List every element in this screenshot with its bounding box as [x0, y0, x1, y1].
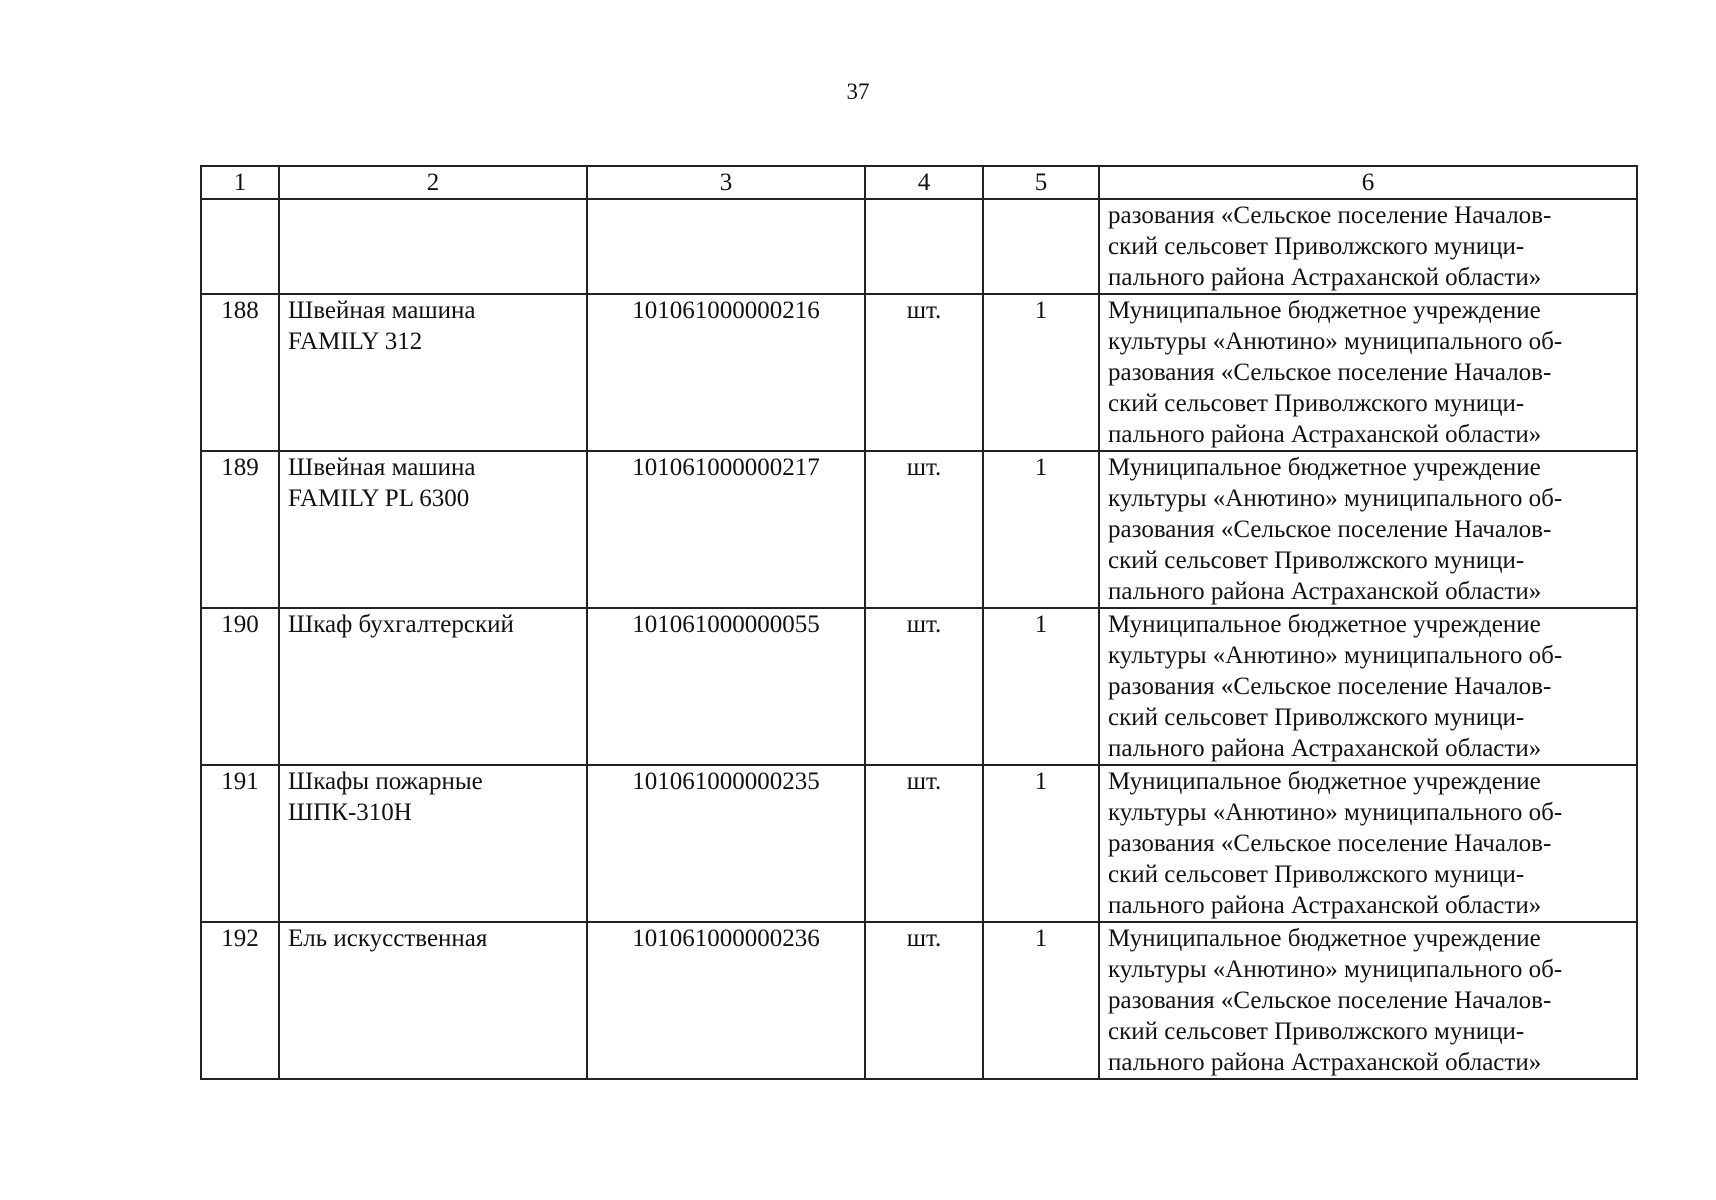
organization-line: пального района Астраханской области»: [1108, 578, 1542, 605]
organization-line: Муниципальное бюджетное учреждение: [1108, 297, 1541, 324]
item-name-line: ШПК-310Н: [288, 799, 412, 826]
organization-line: ский сельсовет Приволжского муници-: [1108, 390, 1525, 417]
inventory-code-cell: 101061000000055: [587, 608, 865, 765]
column-header: 5: [983, 166, 1099, 199]
organization-line: разования «Сельское поселение Началов-: [1108, 830, 1552, 857]
item-name-cell: [279, 294, 587, 451]
item-name-line: FAMILY PL 6300: [288, 485, 470, 512]
organization-line: пального района Астраханской области»: [1108, 735, 1542, 762]
organization-cell: [1099, 608, 1637, 765]
item-name-line: Ель искусственная: [288, 925, 488, 952]
organization-cell: [1099, 451, 1637, 608]
quantity-cell: 1: [983, 922, 1099, 1079]
organization-line: пального района Астраханской области»: [1108, 264, 1542, 291]
organization-line: Муниципальное бюджетное учреждение: [1108, 925, 1541, 952]
organization-cell: [1099, 922, 1637, 1079]
row-number-cell: 190: [201, 608, 279, 765]
item-name-cell: [279, 608, 587, 765]
organization-line: культуры «Анютино» муниципального об-: [1108, 642, 1563, 669]
item-name-cell: [279, 199, 587, 294]
quantity-cell: 1: [983, 608, 1099, 765]
item-name-line: Шкаф бухгалтерский: [288, 611, 514, 638]
column-header: 2: [279, 166, 587, 199]
unit-cell: шт.: [865, 608, 983, 765]
item-name-cell: [279, 922, 587, 1079]
column-header: 1: [201, 166, 279, 199]
inventory-code-cell: 101061000000235: [587, 765, 865, 922]
column-header: 6: [1099, 166, 1637, 199]
organization-cell: [1099, 199, 1637, 294]
organization-line: разования «Сельское поселение Началов-: [1108, 987, 1552, 1014]
inventory-code-cell: 101061000000217: [587, 451, 865, 608]
item-name-line: FAMILY 312: [288, 328, 423, 355]
page-number: 37: [846, 79, 870, 104]
unit-cell: шт.: [865, 294, 983, 451]
table-row: [201, 451, 1637, 608]
inventory-code-cell: [587, 199, 865, 294]
unit-cell: [865, 199, 983, 294]
organization-line: ский сельсовет Приволжского муници-: [1108, 861, 1525, 888]
inventory-code-cell: 101061000000236: [587, 922, 865, 1079]
inventory-code-cell: 101061000000216: [587, 294, 865, 451]
organization-line: разования «Сельское поселение Началов-: [1108, 202, 1552, 229]
table-header-row: [201, 166, 1637, 199]
row-number-cell: 192: [201, 922, 279, 1079]
organization-line: ский сельсовет Приволжского муници-: [1108, 233, 1525, 260]
row-number-cell: [201, 199, 279, 294]
property-table: [200, 165, 1638, 1080]
table-row: [201, 294, 1637, 451]
table-row: [201, 922, 1637, 1079]
item-name-cell: [279, 451, 587, 608]
quantity-cell: 1: [983, 451, 1099, 608]
organization-line: разования «Сельское поселение Началов-: [1108, 359, 1552, 386]
organization-line: Муниципальное бюджетное учреждение: [1108, 768, 1541, 795]
organization-line: пального района Астраханской области»: [1108, 421, 1542, 448]
organization-line: Муниципальное бюджетное учреждение: [1108, 454, 1541, 481]
organization-line: ский сельсовет Приволжского муници-: [1108, 704, 1525, 731]
organization-cell: [1099, 765, 1637, 922]
organization-line: культуры «Анютино» муниципального об-: [1108, 328, 1563, 355]
quantity-cell: 1: [983, 765, 1099, 922]
continuation-row: [201, 199, 1637, 294]
item-name-line: Шкафы пожарные: [288, 768, 483, 795]
organization-line: культуры «Анютино» муниципального об-: [1108, 485, 1563, 512]
organization-cell: [1099, 294, 1637, 451]
table-row: [201, 765, 1637, 922]
unit-cell: шт.: [865, 922, 983, 1079]
organization-line: Муниципальное бюджетное учреждение: [1108, 611, 1541, 638]
organization-line: пального района Астраханской области»: [1108, 892, 1542, 919]
organization-line: ский сельсовет Приволжского муници-: [1108, 547, 1525, 574]
unit-cell: шт.: [865, 765, 983, 922]
column-header: 4: [865, 166, 983, 199]
row-number-cell: 188: [201, 294, 279, 451]
item-name-line: Швейная машина: [288, 297, 476, 324]
organization-line: культуры «Анютино» муниципального об-: [1108, 956, 1563, 983]
organization-line: ский сельсовет Приволжского муници-: [1108, 1018, 1525, 1045]
item-name-cell: [279, 765, 587, 922]
table-row: [201, 608, 1637, 765]
row-number-cell: 191: [201, 765, 279, 922]
quantity-cell: 1: [983, 294, 1099, 451]
quantity-cell: [983, 199, 1099, 294]
organization-line: пального района Астраханской области»: [1108, 1049, 1542, 1076]
organization-line: разования «Сельское поселение Началов-: [1108, 673, 1552, 700]
item-name-line: Швейная машина: [288, 454, 476, 481]
organization-line: культуры «Анютино» муниципального об-: [1108, 799, 1563, 826]
column-header: 3: [587, 166, 865, 199]
organization-line: разования «Сельское поселение Началов-: [1108, 516, 1552, 543]
unit-cell: шт.: [865, 451, 983, 608]
row-number-cell: 189: [201, 451, 279, 608]
